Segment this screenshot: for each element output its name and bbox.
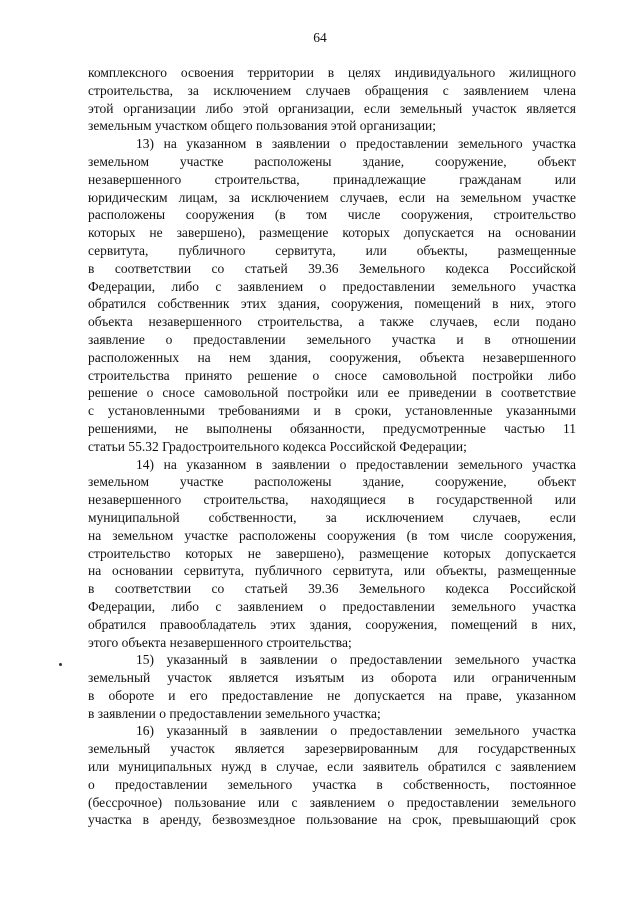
text-line: строительства, за исключением случаев обращения с заявлением члена [88,82,576,98]
text-line: или муниципальных нужд в случае, если заявитель обратился с заявлением [88,759,576,775]
page-number: 64 [313,30,327,45]
text-line: обратился собственник этих здания, сооружения, помещений в них, этого [88,296,576,312]
text-line: земельный участок является зарезервированным для государственных [88,741,576,757]
text-line: расположены сооружения (в том числе сооружения, строительство [88,207,576,223]
text-line: в заявлении о предоставлении земельного участка; [88,705,381,721]
text-line: 13) на указанном в заявлении о предоставлении земельного участка [136,136,576,152]
text-line: решение о сносе самовольной постройки или ее приведении в соответствие [88,385,576,401]
text-line: строительство которых не завершено), размещение которых допускается [88,545,576,561]
text-line: с установленными требованиями и в сроки, установленные указанными [88,403,576,419]
text-line: статьи 55.32 Градостроительного кодекса Российской Федерации; [88,438,467,454]
text-line: 15) указанный в заявлении о предоставлении земельного участка [136,652,576,668]
text-line: незавершенного строительства, находящиеся в государственной или [88,492,576,508]
scan-speck [59,663,62,666]
text-line: земельный участок является изъятым из оборота или ограниченным [88,670,576,686]
text-line: расположенных на нем здания, сооружения, объекта незавершенного [88,349,576,365]
text-line: заявление о предоставлении земельного участка и в отношении [88,331,576,347]
text-line: этой организации либо этой организации, если земельный участок является [88,100,576,116]
text-line: незавершенного строительства, принадлежащие гражданам или [88,171,576,187]
text-line: в обороте и его предоставление не допускается на праве, указанном [88,687,576,703]
text-line: земельным участком общего пользования этой организации; [88,118,437,134]
text-line: 16) указанный в заявлении о предоставлении земельного участка [136,723,576,739]
text-line: на земельном участке расположены сооружения (в том числе сооружения, [88,527,576,543]
text-line: этого объекта незавершенного строительства; [88,634,352,650]
text-line: земельном участке расположены здание, сооружение, объект [88,153,576,169]
text-line: юридическим лицам, за исключением случаев, если на земельном участке [88,189,576,205]
text-line: сервитута, публичного сервитута, или объекты, размещенные [88,242,576,258]
text-line: Федерации, либо с заявлением о предоставлении земельного участка [88,278,576,294]
text-line: о предоставлении земельного участка в собственность, постоянное [88,776,576,792]
text-line: 14) на указанном в заявлении о предоставлении земельного участка [136,456,576,472]
text-line: на основании сервитута, публичного сервитута, или объекты, размещенные [88,563,576,579]
document-body [88,64,576,829]
text-line: (бессрочное) пользование или с заявлением о предоставлении земельного [88,794,576,810]
text-line: обратился правообладатель этих здания, сооружения, помещений в них, [88,616,576,632]
text-line: решениями, не выполнены обязанности, предусмотренные частью 11 [88,420,576,436]
text-line: участка в аренду, безвозмездное пользование на срок, превышающий срок [88,812,576,828]
text-line: комплексного освоения территории в целях индивидуального жилищного [88,65,576,80]
text-line: в соответствии со статьей 39.36 Земельного кодекса Российской [88,581,576,597]
text-line: муниципальной собственности, за исключением случаев, если [88,509,576,525]
text-line: земельном участке расположены здание, сооружение, объект [88,474,576,490]
text-line: в соответствии со статьей 39.36 Земельного кодекса Российской [88,260,576,276]
text-line: Федерации, либо с заявлением о предоставлении земельного участка [88,598,576,614]
text-line: которых не завершено), размещение которых допускается на основании [88,225,576,241]
text-line: строительства принято решение о сносе самовольной постройки либо [88,367,576,383]
text-line: объекта незавершенного строительства, а также случаев, если подано [88,314,576,330]
